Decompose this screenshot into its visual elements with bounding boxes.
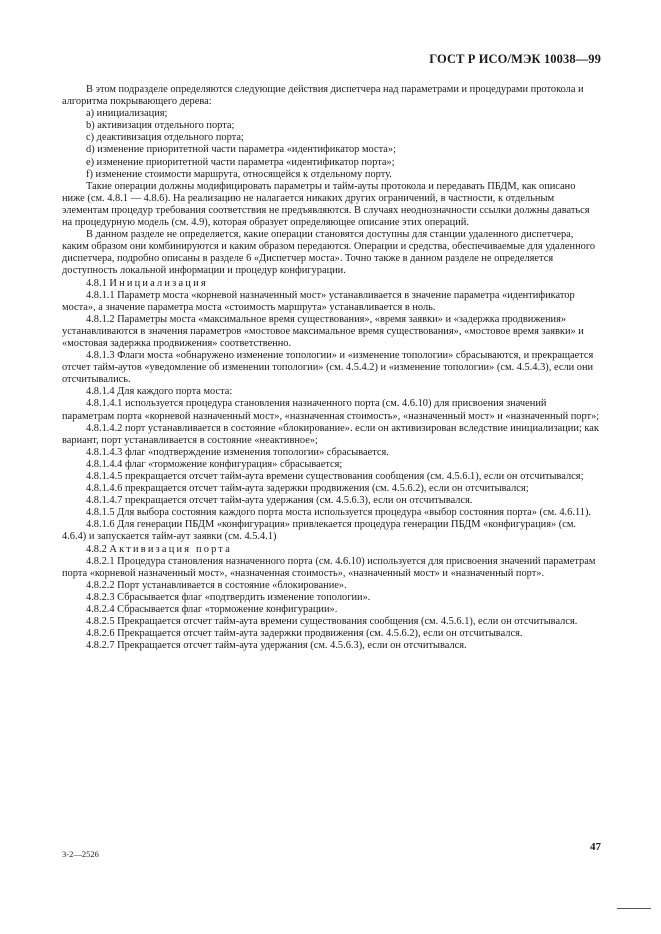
paragraph: [62, 628, 600, 640]
section-heading: [62, 278, 600, 290]
paragraph-text: 4.8.1.4.4 флаг «торможение конфигурация» сбрасывается;: [86, 458, 343, 470]
paragraph: [62, 495, 600, 507]
paragraph-text: 4.8.2.7 Прекращается отсчет тайм-аута удержания (см. 4.5.6.3), если он отсчитывался.: [86, 640, 467, 652]
paragraph: [62, 314, 600, 350]
paragraph: [62, 144, 600, 156]
paragraph: [62, 120, 600, 132]
paragraph: [62, 108, 600, 120]
paragraph: [62, 398, 600, 422]
section-heading: [62, 544, 600, 556]
body-text: [62, 84, 600, 652]
paragraph: [62, 229, 600, 277]
paragraph: [62, 592, 600, 604]
paragraph: [62, 483, 600, 495]
paragraph-text: Такие операции должны модифицировать параметры и тайм-ауты протокола и передавать ПБДМ, как описано ниже (см. 4.8.1 — 4.8.6). На реализацию не налагается никаких других ограничений, в частности, к отдельным элементам процедур требования соответствия не предъявляются. В случаях неоднозначности ссылки должны даваться на процедурную модель (см. 4.9), которая образует определяющее описание этих операций.: [62, 180, 590, 229]
paragraph-text: В данном разделе не определяется, какие операции становятся доступны для станции удаленного диспетчера, каким образом они комбинируются и каким образом передаются. Операции и средства, обеспечиваемые для удаленного диспетчера, подробно описаны в разделе 6 «Диспетчер моста». Точно также в данном разделе не определяется доступность локальной информации и процедур конфигурации.: [62, 229, 596, 277]
paragraph: [62, 386, 600, 398]
paragraph-text: 4.8.1.5 Для выбора состояния каждого порта моста используется процедура «выбор состояния порта» (см. 4.6.11).: [86, 507, 592, 519]
paragraph: [62, 640, 600, 652]
paragraph: [62, 84, 600, 108]
paragraph: [62, 519, 600, 543]
edge-mark: [617, 908, 651, 909]
paragraph-text: 4.8.2.1 Процедура становления назначенного порта (см. 4.6.10) используется для присвоения значений параметрам порта «корневой назначенный мост», «назначенная стоимость», «назначенный мост» и «назначенный порт».: [62, 555, 596, 579]
paragraph-text: 4.8.1.6 Для генерации ПБДМ «конфигурация» привлекается процедура генерации ПБДМ «конфигурация» (см. 4.6.4) и запускается тайм-аут заявки (см. 4.5.4.1): [62, 519, 577, 543]
document-header: ГОСТ Р ИСО/МЭК 10038—99: [429, 52, 601, 66]
paragraph-text: 4.8.1.4.6 прекращается отсчет тайм-аута задержки продвижения (см. 4.5.6.2), если он отсчитывался;: [86, 483, 529, 495]
section-title: Активизация порта: [109, 543, 233, 555]
paragraph-text: В этом подразделе определяются следующие действия диспетчера над параметрами и процедурами протокола и алгоритма покрывающего дерева:: [62, 84, 584, 108]
paragraph: [62, 580, 600, 592]
paragraph: [62, 471, 600, 483]
paragraph-text: e) изменение приоритетной части параметра «идентификатор порта»;: [86, 156, 395, 168]
paragraph-text: c) деактивизация отдельного порта;: [86, 132, 244, 144]
paragraph: [62, 447, 600, 459]
paragraph-text: d) изменение приоритетной части параметра «идентификатор моста»;: [86, 144, 396, 156]
section-number: 4.8.1: [86, 277, 107, 289]
paragraph-text: b) активизация отдельного порта;: [86, 120, 235, 132]
paragraph: [62, 290, 600, 314]
paragraph: [62, 556, 600, 580]
print-code: 3-2—2526: [62, 849, 99, 859]
paragraph: [62, 459, 600, 471]
paragraph: [62, 157, 600, 169]
paragraph-text: 4.8.2.2 Порт устанавливается в состояние «блокирование».: [86, 579, 347, 591]
paragraph: [62, 423, 600, 447]
paragraph: [62, 132, 600, 144]
paragraph-text: 4.8.1.4.3 флаг «подтверждение изменения топологии» сбрасывается.: [86, 446, 389, 458]
paragraph-text: 4.8.1.4.7 прекращается отсчет тайм-аута удержания (см. 4.5.6.3), если он отсчитывался.: [86, 495, 473, 507]
paragraph-text: 4.8.1.3 Флаги моста «обнаружено изменение топологии» и «изменение топологии» сбрасываются, и прекращается отсчет тайм-аутов «уведомление об изменении топологии» (см. 4.5.4.2) и «изменение топологии» (см. 4.5.4.3), если они отсчитывались.: [62, 350, 594, 386]
paragraph-text: 4.8.1.4.2 порт устанавливается в состояние «блокирование». если он активизирован вследствие инициализации; как вариант, порт устанавливается в состояние «неактивное»;: [62, 422, 599, 446]
paragraph: [62, 181, 600, 229]
section-title: Инициализация: [109, 277, 208, 289]
paragraph-text: 4.8.2.6 Прекращается отсчет тайм-аута задержки продвижения (см. 4.5.6.2), если он отсчитывался.: [86, 628, 523, 640]
paragraph: [62, 507, 600, 519]
paragraph: [62, 350, 600, 386]
paragraph: [62, 616, 600, 628]
paragraph-text: f) изменение стоимости маршрута, относящейся к отдельному порту.: [86, 168, 392, 180]
paragraph-text: 4.8.1.4.1 используется процедура становления назначенного порта (см. 4.6.10) для присвоения значений параметрам порта «корневой назначенный мост», «назначенная стоимость», «назначенный мост» и «назначенный порт»;: [62, 398, 600, 422]
paragraph-text: 4.8.1.4 Для каждого порта моста:: [86, 386, 233, 398]
paragraph: [62, 169, 600, 181]
section-number: 4.8.2: [86, 543, 107, 555]
paragraph-text: 4.8.2.3 Сбрасывается флаг «подтвердить изменение топологии».: [86, 591, 371, 603]
paragraph-text: 4.8.2.5 Прекращается отсчет тайм-аута времени существования сообщения (см. 4.5.6.1), если он отсчитывался.: [86, 616, 578, 628]
paragraph-text: 4.8.2.4 Сбрасывается флаг «торможение конфигурации».: [86, 604, 338, 616]
paragraph-text: 4.8.1.1 Параметр моста «корневой назначенный мост» устанавливается в значение параметра «идентификатор моста», а значение параметра моста «стоимость маршрута» устанавливается в ноль.: [62, 289, 575, 313]
paragraph-text: a) инициализация;: [86, 108, 168, 120]
paragraph-text: 4.8.1.4.5 прекращается отсчет тайм-аута времени существования сообщения (см. 4.5.6.1), если он отсчитывался;: [86, 471, 584, 482]
paragraph-text: 4.8.1.2 Параметры моста «максимальное время существования», «время заявки» и «задержка продвижения» устанавливаются в значения параметров «мостовое максимальное время существования», «мостовое время заявки» и «мостовая задержка продвижения» соответственно.: [62, 313, 584, 349]
paragraph: [62, 604, 600, 616]
page-number: 47: [590, 841, 601, 853]
